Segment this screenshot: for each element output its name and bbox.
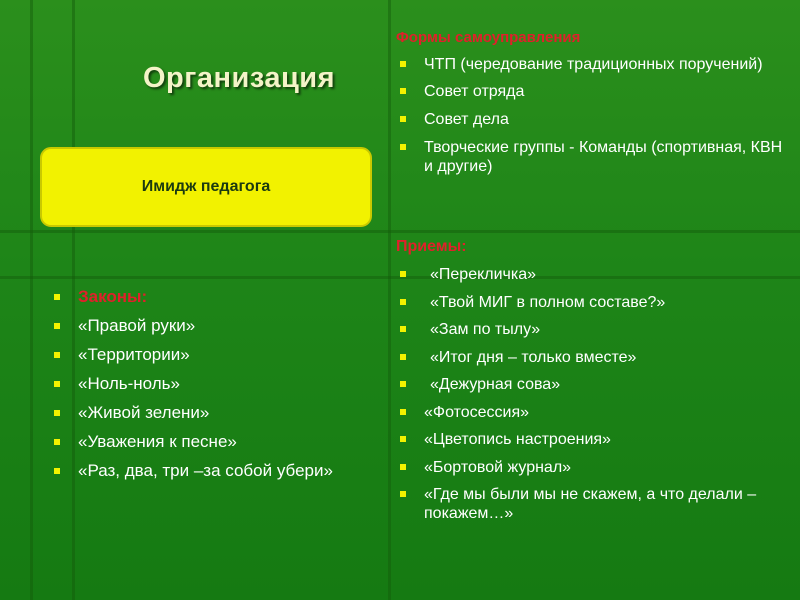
background-line — [388, 0, 391, 600]
law-item: «Раз, два, три –за собой убери» — [78, 461, 333, 480]
list-item — [400, 293, 785, 312]
law-item: «Уважения к песне» — [78, 432, 237, 451]
laws-heading: Законы: — [78, 287, 148, 306]
bullet-icon — [400, 491, 406, 497]
list-item — [54, 432, 344, 452]
bullet-icon — [400, 88, 406, 94]
list-item — [54, 316, 344, 336]
self-government-heading: Формы самоуправления — [396, 29, 581, 46]
list-item — [400, 55, 785, 74]
bullet-icon — [54, 294, 60, 300]
bullet-icon — [54, 410, 60, 416]
law-item: «Ноль-ноль» — [78, 374, 180, 393]
bullet-icon — [54, 439, 60, 445]
technique-item: «Цветопись настроения» — [424, 431, 611, 448]
self-government-item: ЧТП (чередование традиционных поручений) — [424, 56, 763, 73]
list-item — [54, 345, 344, 365]
technique-item: «Зам по тылу» — [430, 321, 541, 338]
bullet-icon — [400, 271, 406, 277]
law-item: «Территории» — [78, 345, 190, 364]
list-item — [400, 138, 785, 176]
technique-item: «Перекличка» — [430, 266, 537, 283]
list-item — [54, 374, 344, 394]
bullet-icon — [54, 468, 60, 474]
bullet-icon — [54, 323, 60, 329]
background-line — [0, 230, 800, 233]
self-government-list — [400, 55, 785, 184]
list-item — [400, 485, 785, 523]
slide-title: Организация — [143, 62, 336, 94]
bullet-icon — [400, 354, 406, 360]
list-item — [54, 461, 344, 481]
bullet-icon — [400, 409, 406, 415]
technique-item: «Дежурная сова» — [430, 376, 561, 393]
laws-list — [54, 287, 344, 490]
bullet-icon — [400, 144, 406, 150]
technique-item: «Итог дня – только вместе» — [430, 348, 637, 366]
self-government-item: Творческие группы - Команды (спортивная, КВН и другие) — [424, 139, 783, 175]
list-item — [400, 348, 785, 367]
technique-item: «Где мы были мы не скажем, а что делали – покажем…» — [424, 486, 757, 522]
list-item — [400, 320, 785, 339]
teacher-image-box — [40, 147, 372, 227]
list-item — [400, 265, 785, 284]
self-government-item: Совет дела — [424, 111, 509, 128]
bullet-icon — [400, 326, 406, 332]
bullet-icon — [400, 299, 406, 305]
techniques-heading: Приемы: — [396, 238, 467, 255]
bullet-icon — [54, 381, 60, 387]
techniques-list — [400, 265, 785, 532]
teacher-image-label: Имидж педагога — [141, 178, 271, 195]
bullet-icon — [400, 436, 406, 442]
list-item — [400, 110, 785, 129]
technique-item: «Твой МИГ в полном составе?» — [430, 293, 666, 311]
background-line — [30, 0, 33, 600]
list-item — [54, 403, 344, 423]
bullet-icon — [400, 464, 406, 470]
self-government-item: Совет отряда — [424, 83, 525, 100]
bullet-icon — [400, 116, 406, 122]
bullet-icon — [400, 381, 406, 387]
list-item — [400, 375, 785, 394]
list-item — [400, 82, 785, 101]
bullet-icon — [54, 352, 60, 358]
list-item — [54, 287, 344, 307]
bullet-icon — [400, 61, 406, 67]
list-item — [400, 403, 785, 422]
list-item — [400, 430, 785, 449]
law-item: «Живой зелени» — [78, 403, 210, 422]
technique-item: «Бортовой журнал» — [424, 458, 572, 476]
technique-item: «Фотосессия» — [424, 403, 530, 421]
list-item — [400, 458, 785, 477]
law-item: «Правой руки» — [78, 316, 196, 335]
